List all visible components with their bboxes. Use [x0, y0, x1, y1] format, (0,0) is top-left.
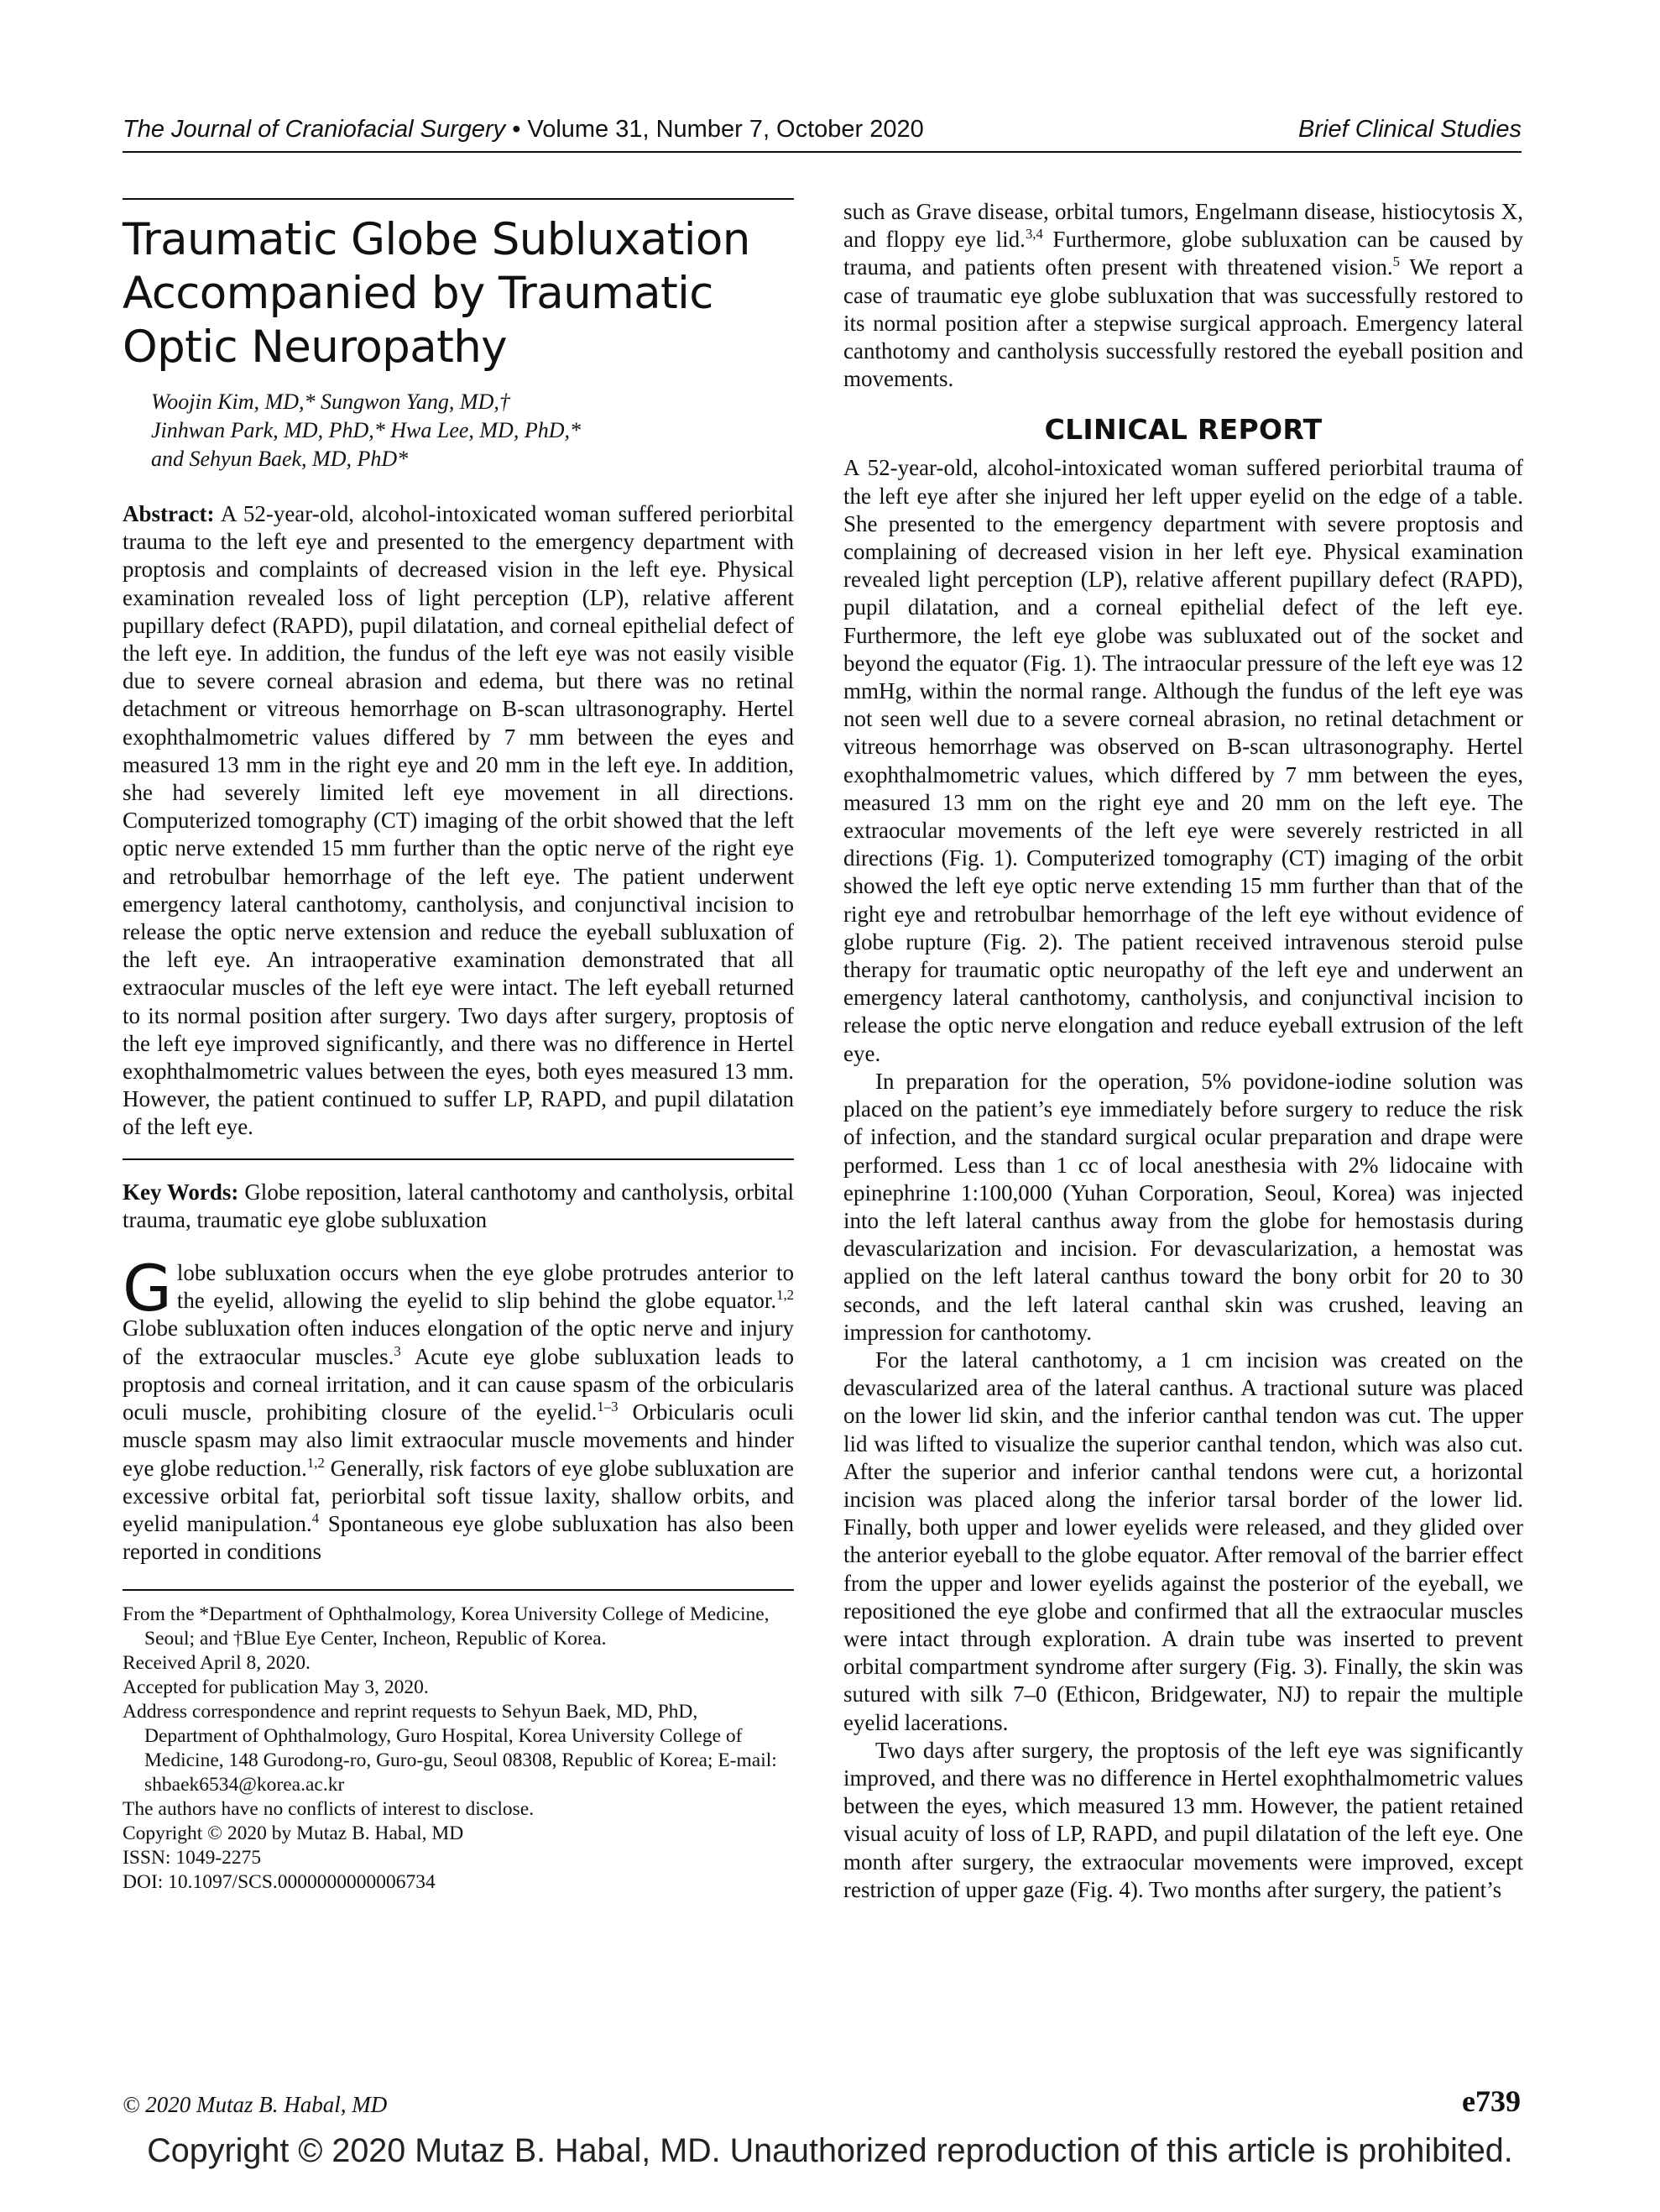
affiliation-note: From the *Department of Ophthalmology, Korea University College of Medicine, Seoul; and †Blue Eye Center, Incheon, Republic of Korea. — [123, 1603, 770, 1650]
running-header-section: Brief Clinical Studies — [1298, 116, 1522, 143]
citation: 5 — [1392, 254, 1401, 270]
author-line: Woojin Kim, MD,* Sungwon Yang, MD,† — [151, 390, 510, 414]
intro-text: Globe subluxation often induces elongation of the optic nerve and injury of the extraocular muscles. — [123, 1315, 794, 1369]
keywords-rule — [123, 1158, 794, 1160]
clinical-paragraph: In preparation for the operation, 5% povidone-iodine solution was placed on the patient’s eye immediately before surgery to reduce the risk of infection, and the standard surgical ocular preparation and drape were performed. Less than 1 cc of local anesthesia with 2% lidocaine with epinephrine 1:100,000 (Yuhan Corporation, Seoul, Korea) was injected into the left lateral canthus away from the globe for hemostasis during devascularization and incision. For devascularization, a hemostat was applied on the left lateral canthus toward the bony orbit for 20 to 30 seconds, and the left lateral canthal skin was crushed, leaving an impression for canthotomy. — [843, 1068, 1523, 1345]
copyright-banner: Copyright © 2020 Mutaz B. Habal, MD. Unauthorized reproduction of this article is prohibited. — [147, 2132, 1513, 2169]
received-note: Received April 8, 2020. — [123, 1652, 311, 1675]
right-column — [843, 198, 1523, 1904]
intro-cont-text: Furthermore, globe subluxation can be caused by trauma, and patients often present with threatened vision. — [843, 227, 1523, 280]
abstract — [123, 500, 794, 1142]
keywords — [123, 1179, 794, 1234]
intro-text: Acute eye globe subluxation leads to proptosis and corneal irritation, and it can cause spasm of the orbicularis oculi muscle, prohibiting closure of the eyelid. — [123, 1343, 794, 1425]
intro-continuation — [843, 198, 1523, 393]
copyright-note: Copyright © 2020 by Mutaz B. Habal, MD — [123, 1822, 464, 1845]
intro-text: Spontaneous eye globe subluxation has also been reported in conditions — [123, 1510, 794, 1565]
doi-note: DOI: 10.1097/SCS.0000000000006734 — [123, 1871, 436, 1894]
keywords-text: Globe reposition, lateral canthotomy and cantholysis, orbital trauma, traumatic eye globe subluxation — [123, 1179, 795, 1232]
intro-text: Orbicularis oculi muscle spasm may also limit extraocular muscle movements and hinder eye globe reduction. — [123, 1399, 794, 1481]
footer-copyright: © 2020 Mutaz B. Habal, MD — [123, 2092, 388, 2117]
running-header-journal — [123, 116, 924, 144]
drop-cap: G — [123, 1251, 172, 1326]
header-bullet: • — [512, 116, 521, 143]
abstract-label: Abstract: — [123, 501, 215, 526]
citation: 1–3 — [597, 1399, 619, 1415]
keywords-label: Key Words: — [123, 1179, 239, 1205]
author-list — [151, 388, 794, 473]
citation: 3 — [394, 1342, 401, 1359]
section-heading-clinical-report: CLINICAL REPORT — [1044, 413, 1323, 447]
correspondence-note: Address correspondence and reprint requests to Sehyun Baek, MD, PhD, Department of Ophthalmology, Guro Hospital, Korea University College of Medicine, 148 Gurodong-ro, Guro-gu, Seoul 08308, Republic of Korea; E-mail: shbaek6534@korea.ac.kr — [123, 1701, 777, 1796]
abstract-text: A 52-year-old, alcohol-intoxicated woman suffered periorbital trauma to the left eye and presented to the emergency department with proptosis and complaints of decreased vision in the left eye. Physical examination revealed loss of light perception (LP), relative afferent pupillary defect (RAPD), pupil dilatation, and corneal epithelial defect of the left eye. In addition, the fundus of the left eye was not easily visible due to severe corneal abrasion and edema, but there was no retinal detachment or vitreous hemorrhage on B-scan ultrasonography. Hertel exophthalmometric values differed by 7 mm between the eyes and measured 13 mm in the right eye and 20 mm in the left eye. In addition, she had severely limited left eye movement in all directions. Computerized tomography (CT) imaging of the orbit showed that the left optic nerve extended 15 mm further than the optic nerve of the right eye and retrobulbar hemorrhage of the left eye. The patient underwent emergency lateral canthotomy, cantholysis, and conjunctival incision to release the optic nerve extension and reduce the eyeball subluxation of the left eye. An intraoperative examination demonstrated that all extraocular muscles of the left eye were intact. The left eyeball returned to its normal position after surgery. Two days after surgery, proptosis of the left eye improved significantly, and there was no difference in Hertel exophthalmometric values between the eyes, both eyes measured 13 mm. However, the patient continued to suffer LP, RAPD, and pupil dilatation of the left eye. — [123, 501, 794, 1140]
footnotes — [123, 1603, 794, 1895]
clinical-paragraph: Two days after surgery, the proptosis of the left eye was significantly improved, and there was no difference in Hertel exophthalmometric values between the eyes, which measured 13 mm. However, the patient retained visual acuity of loss of LP, RAPD, and pupil dilatation of the left eye. One month after surgery, the extraocular movements were improved, except restriction of upper gaze (Fig. 4). Two months after surgery, the patient’s — [843, 1737, 1523, 1902]
introduction-paragraph — [123, 1251, 794, 1566]
intro-cont-text: We report a case of traumatic eye globe subluxation that was successfully restored to its normal position after a stepwise surgical approach. Emergency lateral canthotomy and cantholysis successfully restored the eyeball position and movements. — [843, 254, 1523, 392]
citation: 1,2 — [306, 1454, 325, 1471]
left-column — [123, 198, 794, 1895]
clinical-paragraph: For the lateral canthotomy, a 1 cm incision was created on the devascularized area of the lateral canthus. A tractional suture was placed on the lower lid skin, and the inferior canthal tendon was cut. The upper lid was lifted to visualize the superior canthal tendon, which was also cut. After the superior and inferior canthal tendons were cut, a horizontal incision was placed along the inferior tarsal border of the lower lid. Finally, both upper and lower eyelids were released, and they glided over the anterior eyeball to the globe equator. After removal of the barrier effect from the upper and lower eyelids against the posterior of the eyeball, we repositioned the eye globe and confirmed that all the extraocular muscles were intact through exploration. A drain tube was inserted to prevent orbital compartment syndrome after surgery (Fig. 3). Finally, the skin was sutured with silk 7–0 (Ethicon, Bridgewater, NJ) to repair the multiple eyelid lacerations. — [843, 1347, 1523, 1735]
journal-issue: Volume 31, Number 7, October 2020 — [527, 116, 924, 143]
intro-text: lobe subluxation occurs when the eye globe protrudes anterior to the eyelid, allowing the eyelid to slip behind the globe equator. — [176, 1260, 794, 1314]
page-number: e739 — [1462, 2084, 1521, 2118]
intro-cont-text: such as Grave disease, orbital tumors, Engelmann disease, histiocytosis X, and floppy eye lid. — [843, 199, 1523, 253]
intro-text: Generally, risk factors of eye globe subluxation are excessive orbital fat, periorbital soft tissue laxity, shallow orbits, and eyelid manipulation. — [123, 1455, 794, 1536]
citation: 1,2 — [776, 1287, 794, 1304]
journal-name: The Journal of Craniofacial Surgery — [123, 116, 506, 143]
conflicts-note: The authors have no conflicts of interest to disclose. — [123, 1798, 535, 1821]
citation: 3,4 — [1025, 226, 1043, 243]
running-header — [123, 116, 1522, 153]
title-rule — [123, 198, 794, 200]
footnote-rule — [123, 1589, 794, 1591]
author-line: Jinhwan Park, MD, PhD,* Hwa Lee, MD, PhD,* — [151, 418, 581, 442]
issn-note: ISSN: 1049-2275 — [123, 1847, 262, 1869]
author-line: and Sehyun Baek, MD, PhD* — [151, 447, 409, 471]
accepted-note: Accepted for publication May 3, 2020. — [123, 1676, 429, 1699]
article-title: Traumatic Globe Subluxation Accompanied by Traumatic Optic Neuropathy — [123, 214, 750, 373]
clinical-paragraph: A 52-year-old, alcohol-intoxicated woman suffered periorbital trauma of the left eye after she injured her left upper eyelid on the edge of a table. She presented to the emergency department with severe proptosis and complaining of decreased vision in her left eye. Physical examination revealed light perception (LP), relative afferent pupillary defect (RAPD), pupil dilatation, and a corneal epithelial defect of the left eye. Furthermore, the left eye globe was subluxated out of the socket and beyond the equator (Fig. 1). The intraocular pressure of the left eye was 12 mmHg, within the normal range. Although the fundus of the left eye was not seen well due to a severe corneal abrasion, no retinal detachment or vitreous hemorrhage was observed on B-scan ultrasonography. Hertel exophthalmometric values, which differed by 7 mm between the eyes, measured 13 mm on the right eye and 20 mm on the left eye. The extraocular movements of the left eye were severely restricted in all directions (Fig. 1). Computerized tomography (CT) imaging of the orbit showed the left eye optic nerve extending 15 mm further than that of the right eye and retrobulbar hemorrhage of the left eye without evidence of globe rupture (Fig. 2). The patient received intravenous steroid pulse therapy for traumatic optic neuropathy of the left eye and underwent an emergency lateral canthotomy, cantholysis, and conjunctival incision to release the optic nerve elongation and reduce eyeball extrusion of the left eye. — [843, 455, 1523, 1066]
citation: 4 — [311, 1509, 320, 1526]
